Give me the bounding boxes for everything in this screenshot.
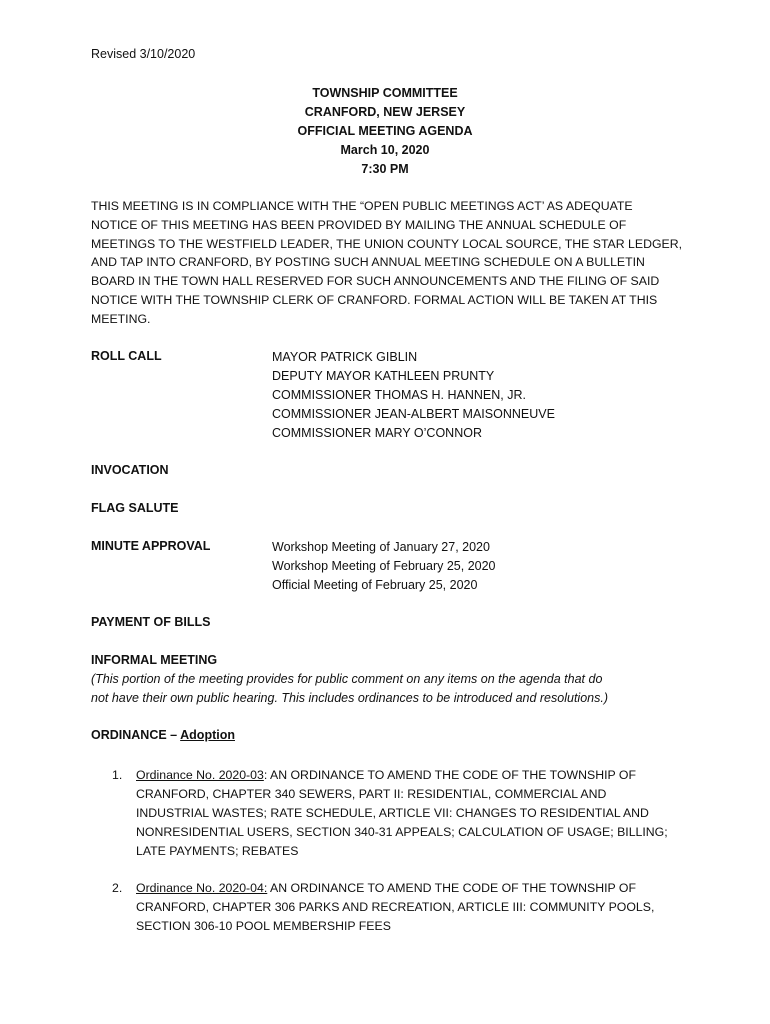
header-date: March 10, 2020 [340, 143, 430, 157]
ordinance-line: : AN ORDINANCE TO AMEND THE CODE OF THE TOWNSHIP OF [263, 768, 636, 782]
minute-approval-items [272, 538, 496, 595]
roll-call-members [272, 348, 555, 443]
notice-line: THIS MEETING IS IN COMPLIANCE WITH THE “OPEN PUBLIC MEETINGS ACT’ AS ADEQUATE [91, 199, 633, 213]
note-line: (This portion of the meeting provides for public comment on any items on the agenda that do [91, 672, 603, 686]
header-line: TOWNSHIP COMMITTEE [312, 86, 458, 100]
ordinance-line: CRANFORD, CHAPTER 340 SEWERS, PART II: RESIDENTIAL, COMMERCIAL AND [136, 787, 607, 801]
member-name: COMMISSIONER THOMAS H. HANNEN, JR. [272, 388, 526, 402]
ordinance-line: LATE PAYMENTS; REBATES [136, 844, 299, 858]
notice-line: AND TAP INTO CRANFORD, BY POSTING SUCH ANNUAL MEETING SCHEDULE ON A BULLETIN [91, 255, 645, 270]
compliance-notice [91, 197, 691, 329]
informal-meeting-note [91, 670, 691, 708]
informal-meeting-label: INFORMAL MEETING [91, 653, 218, 667]
payment-of-bills-label: PAYMENT OF BILLS [91, 615, 211, 629]
header-time: 7:30 PM [361, 162, 409, 176]
minutes-item: Official Meeting of February 25, 2020 [272, 578, 478, 592]
ordinance-heading-prefix: ORDINANCE – [91, 728, 181, 742]
header-line: OFFICIAL MEETING AGENDA [297, 124, 473, 138]
ordinance-ref-link: Ordinance No. 2020-04: [136, 881, 268, 895]
minutes-item: Workshop Meeting of February 25, 2020 [272, 559, 496, 573]
notice-line: NOTICE OF THIS MEETING HAS BEEN PROVIDED BY MAILING THE ANNUAL SCHEDULE OF [91, 217, 627, 232]
ordinance-line: NONRESIDENTIAL USERS, SECTION 340-31 APPEALS; CALCULATION OF USAGE; BILLING; [136, 825, 668, 839]
member-name: COMMISSIONER JEAN-ALBERT MAISONNEUVE [272, 407, 555, 421]
flag-salute-label: FLAG SALUTE [91, 501, 179, 515]
ordinance-line: INDUSTRIAL WASTES; RATE SCHEDULE, ARTICLE VII: CHANGES TO RESIDENTIAL AND [136, 806, 649, 820]
minute-approval-label: MINUTE APPROVAL [91, 539, 211, 553]
ordinance-line: CRANFORD, CHAPTER 306 PARKS AND RECREATION, ARTICLE III: COMMUNITY POOLS, [136, 900, 655, 914]
ordinance-text [136, 879, 696, 936]
revised-date: Revised 3/10/2020 [91, 47, 196, 61]
header-line: CRANFORD, NEW JERSEY [304, 105, 466, 119]
ordinance-text [136, 766, 696, 861]
member-name: COMMISSIONER MARY O’CONNOR [272, 426, 482, 440]
ordinance-heading [91, 728, 235, 742]
ordinance-number: 1. [112, 768, 123, 782]
ordinance-heading-adoption: Adoption [180, 728, 235, 742]
agenda-header [0, 84, 770, 179]
ordinance-line: SECTION 306-10 POOL MEMBERSHIP FEES [136, 919, 391, 933]
notice-line: BOARD IN THE TOWN HALL RESERVED FOR SUCH ANNOUNCEMENTS AND THE FILING OF SAID [91, 274, 660, 289]
ordinance-ref-link: Ordinance No. 2020-03 [136, 768, 264, 782]
ordinance-number: 2. [112, 881, 123, 895]
invocation-label: INVOCATION [91, 463, 169, 477]
notice-line: MEETING. [91, 311, 151, 326]
member-name: DEPUTY MAYOR KATHLEEN PRUNTY [272, 369, 495, 383]
roll-call-label: ROLL CALL [91, 349, 162, 363]
note-line: not have their own public hearing. This includes ordinances to be introduced and resolutions.) [91, 691, 608, 705]
notice-line: MEETINGS TO THE WESTFIELD LEADER, THE UNION COUNTY LOCAL SOURCE, THE STAR LEDGER, [91, 236, 683, 251]
ordinance-line: AN ORDINANCE TO AMEND THE CODE OF THE TOWNSHIP OF [267, 881, 636, 895]
notice-line: NOTICE WITH THE TOWNSHIP CLERK OF CRANFORD. FORMAL ACTION WILL BE TAKEN AT THIS [91, 292, 658, 307]
minutes-item: Workshop Meeting of January 27, 2020 [272, 540, 490, 554]
member-name: MAYOR PATRICK GIBLIN [272, 350, 418, 364]
